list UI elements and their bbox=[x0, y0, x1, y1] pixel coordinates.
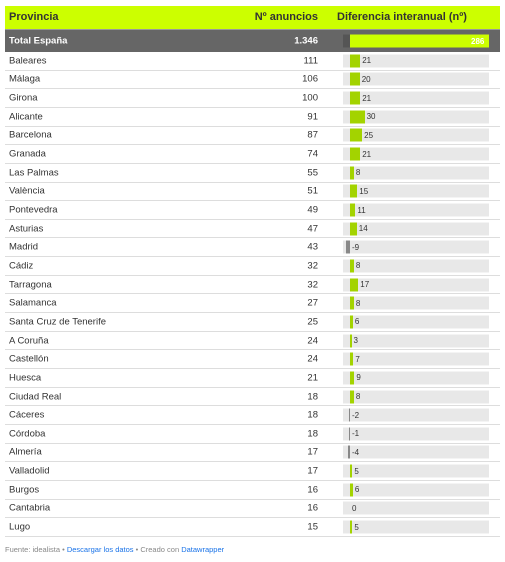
row-provincia: Pontevedra bbox=[9, 204, 58, 216]
row-provincia: València bbox=[9, 185, 45, 197]
table-row bbox=[5, 127, 500, 146]
row-provincia: Santa Cruz de Tenerife bbox=[9, 316, 106, 328]
row-anuncios: 18 bbox=[307, 409, 318, 421]
table-row bbox=[5, 276, 500, 295]
table-row bbox=[5, 500, 500, 519]
row-bar-track bbox=[343, 92, 489, 105]
footer-source: Fuente: idealista bbox=[5, 545, 61, 554]
table-row bbox=[5, 388, 500, 407]
table-row bbox=[5, 518, 500, 537]
row-provincia: Baleares bbox=[9, 55, 47, 67]
table-row bbox=[5, 481, 500, 500]
row-provincia: Cádiz bbox=[9, 260, 34, 272]
row-bar bbox=[350, 297, 354, 310]
row-bar-track bbox=[343, 353, 489, 366]
row-bar-label: -4 bbox=[352, 447, 360, 457]
row-bar bbox=[346, 241, 350, 254]
row-bar-track bbox=[343, 297, 489, 310]
row-anuncios: 47 bbox=[307, 223, 318, 235]
table-row bbox=[5, 406, 500, 425]
row-bar-label: 5 bbox=[354, 466, 359, 476]
row-bar bbox=[350, 73, 360, 86]
row-anuncios: 17 bbox=[307, 446, 318, 458]
row-anuncios: 87 bbox=[307, 129, 318, 141]
row-bar-label: 7 bbox=[355, 354, 360, 364]
row-bar-label: 5 bbox=[354, 522, 359, 532]
row-bar-track bbox=[343, 334, 489, 347]
row-anuncios: 106 bbox=[302, 73, 318, 85]
row-anuncios: 51 bbox=[307, 185, 318, 197]
row-bar-track bbox=[343, 259, 489, 272]
row-bar-track bbox=[343, 446, 489, 459]
row-provincia: Valladolid bbox=[9, 465, 50, 477]
row-anuncios: 27 bbox=[307, 297, 318, 309]
row-provincia: Tarragona bbox=[9, 279, 52, 291]
footer-credit-prefix: • Creado con bbox=[133, 545, 182, 554]
total-bar bbox=[350, 35, 489, 48]
row-provincia: Barcelona bbox=[9, 129, 52, 141]
column-header-anuncios[interactable]: Nº anuncios bbox=[254, 11, 318, 23]
row-provincia: Cáceres bbox=[9, 409, 45, 421]
row-bar-label: 8 bbox=[355, 298, 361, 308]
row-bar-label: 6 bbox=[354, 485, 360, 495]
row-bar bbox=[350, 222, 357, 235]
table-row bbox=[5, 332, 500, 351]
row-anuncios: 15 bbox=[307, 521, 318, 533]
row-anuncios: 16 bbox=[307, 484, 318, 496]
row-bar-label: 9 bbox=[356, 373, 361, 383]
table-row bbox=[5, 108, 500, 127]
row-bar bbox=[349, 427, 351, 440]
row-bar bbox=[350, 259, 354, 272]
row-bar bbox=[350, 353, 353, 366]
row-anuncios: 32 bbox=[307, 260, 318, 272]
row-provincia: Castellón bbox=[9, 353, 49, 365]
table-row bbox=[5, 145, 500, 164]
row-bar bbox=[350, 185, 357, 198]
row-anuncios: 16 bbox=[307, 502, 318, 514]
row-provincia: Burgos bbox=[9, 484, 40, 496]
table-row bbox=[5, 313, 500, 332]
row-bar-track bbox=[343, 129, 489, 142]
row-bar bbox=[350, 54, 360, 67]
row-bar bbox=[350, 390, 354, 403]
row-bar-track bbox=[343, 204, 489, 217]
table-header bbox=[5, 6, 500, 30]
row-anuncios: 24 bbox=[307, 353, 318, 365]
table-row bbox=[5, 425, 500, 444]
row-provincia: Huesca bbox=[9, 372, 42, 384]
row-bar-label: -1 bbox=[352, 429, 360, 439]
column-header-diferencia[interactable]: Diferencia interanual (nº) bbox=[337, 11, 467, 23]
table-row bbox=[5, 52, 500, 71]
row-provincia: Asturias bbox=[9, 223, 44, 235]
row-provincia: Córdoba bbox=[9, 428, 46, 440]
row-provincia: Cantabria bbox=[9, 502, 51, 514]
row-provincia: Madrid bbox=[9, 241, 39, 253]
row-bar bbox=[350, 371, 354, 384]
table-row bbox=[5, 257, 500, 276]
row-bar-label: 14 bbox=[358, 224, 368, 234]
table-row bbox=[5, 183, 500, 202]
table-row bbox=[5, 462, 500, 481]
row-anuncios: 17 bbox=[307, 465, 318, 477]
footer bbox=[5, 545, 224, 554]
table-row bbox=[5, 350, 500, 369]
row-bar-track bbox=[343, 73, 489, 86]
table-row bbox=[5, 294, 500, 313]
row-anuncios: 55 bbox=[307, 167, 318, 179]
row-bar bbox=[350, 148, 360, 161]
row-bar-track bbox=[343, 502, 489, 515]
row-bar-label: 21 bbox=[362, 149, 372, 159]
row-anuncios: 74 bbox=[307, 148, 318, 160]
row-anuncios: 32 bbox=[307, 279, 318, 291]
row-provincia: Lugo bbox=[9, 521, 31, 533]
row-provincia: Alicante bbox=[9, 111, 43, 123]
row-bar-track bbox=[343, 483, 489, 496]
table-row bbox=[5, 89, 500, 108]
row-bar-label: 20 bbox=[361, 74, 371, 84]
row-provincia: Salamanca bbox=[9, 297, 57, 309]
row-provincia: Granada bbox=[9, 148, 46, 160]
row-bar bbox=[350, 204, 355, 217]
row-anuncios: 49 bbox=[307, 204, 318, 216]
table-row bbox=[5, 164, 500, 183]
column-header-provincia[interactable]: Provincia bbox=[9, 11, 59, 23]
table-row bbox=[5, 369, 500, 388]
row-bar-label: 8 bbox=[355, 261, 361, 271]
row-bar-label: 15 bbox=[359, 186, 369, 196]
row-provincia: Girona bbox=[9, 92, 38, 104]
row-bar-label: 6 bbox=[354, 317, 360, 327]
row-bar-track bbox=[343, 427, 489, 440]
row-bar bbox=[349, 409, 351, 422]
row-bar-label: 3 bbox=[353, 336, 358, 346]
table-row bbox=[5, 220, 500, 239]
total-row bbox=[5, 30, 500, 52]
row-bar-track bbox=[343, 148, 489, 161]
row-bar-label: 0 bbox=[352, 503, 357, 513]
row-bar-track bbox=[343, 390, 489, 403]
row-anuncios: 43 bbox=[307, 241, 318, 253]
row-anuncios: 91 bbox=[307, 111, 318, 123]
row-bar bbox=[350, 465, 352, 478]
row-bar bbox=[350, 483, 353, 496]
row-bar bbox=[350, 521, 352, 534]
row-bar-label: -2 bbox=[352, 410, 360, 420]
row-bar-track bbox=[343, 521, 489, 534]
row-bar-track bbox=[343, 110, 489, 123]
row-bar-label: 21 bbox=[362, 56, 372, 66]
row-provincia: Las Palmas bbox=[9, 167, 59, 179]
row-bar-label: -9 bbox=[352, 242, 360, 252]
row-bar bbox=[350, 110, 365, 123]
table-row bbox=[5, 201, 500, 220]
row-bar-label: 17 bbox=[360, 280, 370, 290]
row-bar bbox=[348, 446, 350, 459]
row-bar-track bbox=[343, 222, 489, 235]
table-row bbox=[5, 71, 500, 90]
table-row bbox=[5, 239, 500, 258]
total-anuncios: 1.346 bbox=[294, 35, 318, 47]
row-bar-track bbox=[343, 278, 489, 291]
row-anuncios: 100 bbox=[302, 92, 318, 104]
row-bar-track bbox=[343, 371, 489, 384]
footer-separator: • bbox=[60, 545, 67, 554]
datawrapper-link[interactable]: Datawrapper bbox=[181, 545, 225, 554]
total-bar-track bbox=[343, 35, 489, 48]
download-data-link[interactable]: Descargar los datos bbox=[66, 545, 134, 554]
row-bar bbox=[350, 278, 358, 291]
row-bar bbox=[350, 166, 354, 179]
row-bar-track bbox=[343, 54, 489, 67]
row-bar-track bbox=[343, 241, 489, 254]
total-provincia: Total España bbox=[9, 35, 68, 47]
row-bar-track bbox=[343, 465, 489, 478]
table-row bbox=[5, 444, 500, 463]
row-anuncios: 25 bbox=[307, 316, 318, 328]
row-bar-label: 11 bbox=[357, 205, 366, 215]
row-bar-track bbox=[343, 409, 489, 422]
row-provincia: A Coruña bbox=[9, 335, 49, 347]
row-provincia: Ciudad Real bbox=[9, 391, 62, 402]
row-bar-label: 8 bbox=[355, 392, 361, 401]
row-bar-track bbox=[343, 185, 489, 198]
row-bar-label: 8 bbox=[355, 168, 361, 178]
row-anuncios: 111 bbox=[303, 55, 318, 67]
row-bar-track bbox=[343, 166, 489, 179]
row-bar bbox=[350, 315, 353, 328]
row-bar-label: 25 bbox=[364, 130, 374, 140]
row-anuncios: 18 bbox=[307, 391, 318, 402]
row-anuncios: 24 bbox=[307, 335, 318, 347]
row-provincia: Almería bbox=[9, 446, 42, 458]
row-anuncios: 21 bbox=[307, 372, 318, 384]
row-anuncios: 18 bbox=[307, 428, 318, 440]
row-bar-label: 21 bbox=[362, 93, 372, 103]
row-bar-track bbox=[343, 315, 489, 328]
row-provincia: Málaga bbox=[9, 73, 41, 85]
row-bar bbox=[350, 129, 362, 142]
total-bar-label: 286 bbox=[471, 36, 485, 46]
row-bar-label: 30 bbox=[366, 112, 376, 122]
row-bar bbox=[350, 334, 352, 347]
row-bar bbox=[350, 92, 360, 105]
